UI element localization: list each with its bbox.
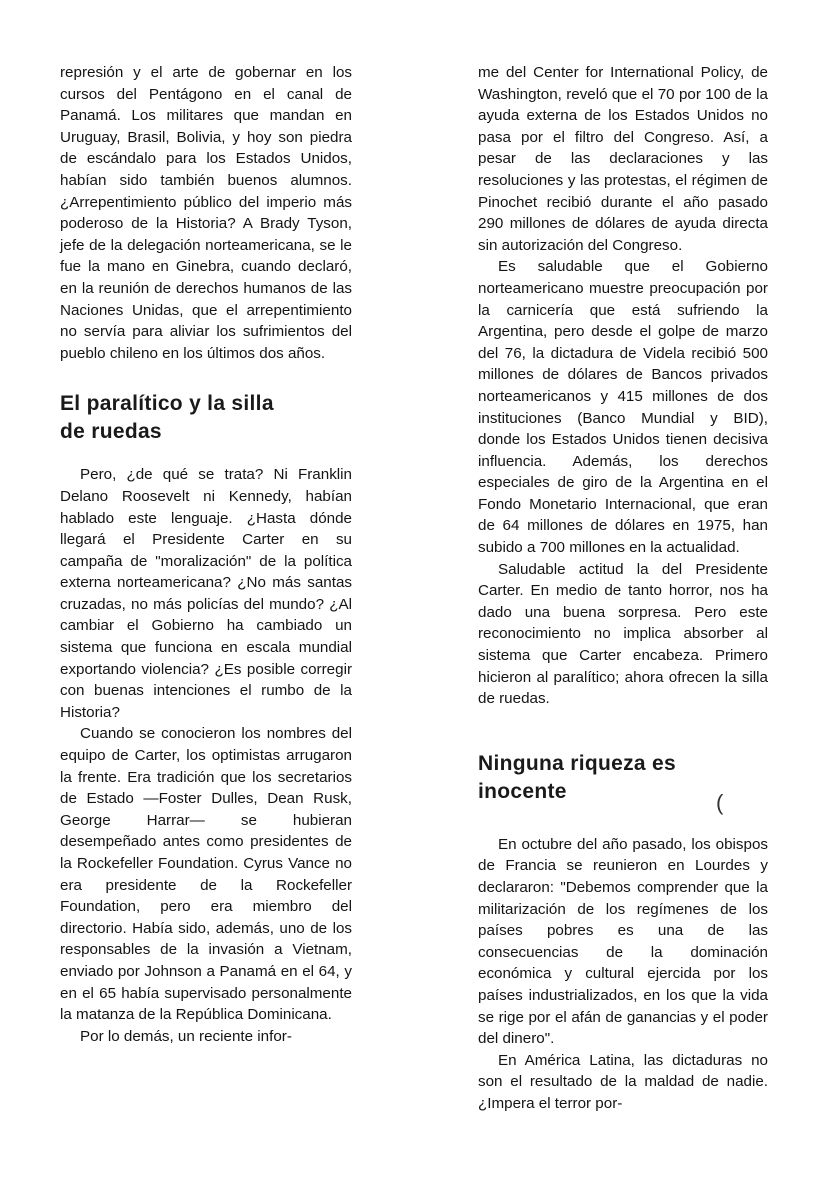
paragraph: Cuando se conocieron los nombres del equipo de Carter, los optimistas arrugaron la frente. Era tradición que los secretarios de Estado —Foster Dulles, Dean Rusk, George Harrar— se hubieran desempeñado antes como presidentes de la Rockefeller Foundation. Cyrus Vance no era presidente de la Rockefeller Foundation, pero era miembro del directorio. Había sido, además, uno de los responsables de la invasión a Vietnam, enviado por Johnson a Panamá en el 64, y en el 65 había supervisado personalmente la matanza de la República Dominicana. <box>60 725 352 1024</box>
paragraph: Es saludable que el Gobierno norteamericano muestre preocupación por la carnicería que está sufriendo la Argentina, pero desde el golpe de marzo del 76, la dictadura de Videla recibió 500 millones de dólares de Bancos privados norteamericanos y 415 millones de dos instituciones (Banco Mundial y BID), donde los Estados Unidos tienen decisiva influencia. Además, los derechos especiales de giro de la Argentina en el Fondo Monetario Internacional, que eran de 64 millones de dólares en 1975, han subido a 700 millones en la actualidad. <box>478 258 768 557</box>
paragraph: Por lo demás, un reciente infor- <box>80 1027 292 1045</box>
paragraph: En octubre del año pasado, los obispos de Francia se reunieron en Lourdes y declararon: "Debemos comprender que la militarización de los regímenes de los países pobres es una de las consecuencias de la dominación económica y cultural ejercida por los países industrializados, en los que la vida se rige por el afán de ganancias y el poder del dinero". <box>478 835 768 1048</box>
section-heading: Ninguna riqueza es inocente <box>478 751 676 803</box>
section-heading: El paralítico y la silla de ruedas <box>60 392 274 444</box>
paragraph: represión y el arte de gobernar en los cursos del Pentágono en el canal de Panamá. Los militares que mandan en Uruguay, Brasil, Bolivia, y hoy son piedra de escándalo para los Estados Unidos, habían sido también buenos alumnos. ¿Arrepentimiento público del imperio más poderoso de la Historia? A Brady Tyson, jefe de la delegación norteamericana, se le fue la mano en Ginebra, cuando declaró, en la reunión de derechos humanos de las Naciones Unidas, que el arrepentimiento no servía para aliviar los sufrimientos del pueblo chileno en los últimos dos años. <box>60 64 352 362</box>
right-column <box>478 62 768 1115</box>
left-column <box>60 62 352 1047</box>
paragraph: Saludable actitud la del Presidente Carter. En medio de tanto horror, nos ha dado una buena sorpresa. Pero este reconocimiento no implica absorber al sistema que Carter encabeza. Primero hicieron al paralítico; ahora ofrecen la silla de ruedas. <box>478 560 768 708</box>
paragraph: En América Latina, las dictaduras no son el resultado de la maldad de nadie. ¿Impera el terror por- <box>478 1051 768 1112</box>
margin-mark: ( <box>716 790 724 815</box>
paragraph: Pero, ¿de qué se trata? Ni Franklin Delano Roosevelt ni Kennedy, habían hablado este lenguaje. ¿Hasta dónde llegará el Presidente Carter en su campaña de "moralización" de la política externa norteamericana? ¿No más santas cruzadas, no más policías del mundo? ¿Al cambiar el Gobierno ha cambiado un sistema que funciona en escala mundial exportando violencia? ¿Es posible corregir con buenas intenciones el rumbo de la Historia? <box>60 466 352 721</box>
paragraph: me del Center for International Policy, de Washington, reveló que el 70 por 100 de la ayuda externa de los Estados Unidos no pasa por el filtro del Congreso. Así, a pesar de las declaraciones y las resoluciones y las protestas, el régimen de Pinochet recibió durante el año pasado 290 millones de dólares de ayuda directa sin autorización del Congreso. <box>478 64 768 254</box>
